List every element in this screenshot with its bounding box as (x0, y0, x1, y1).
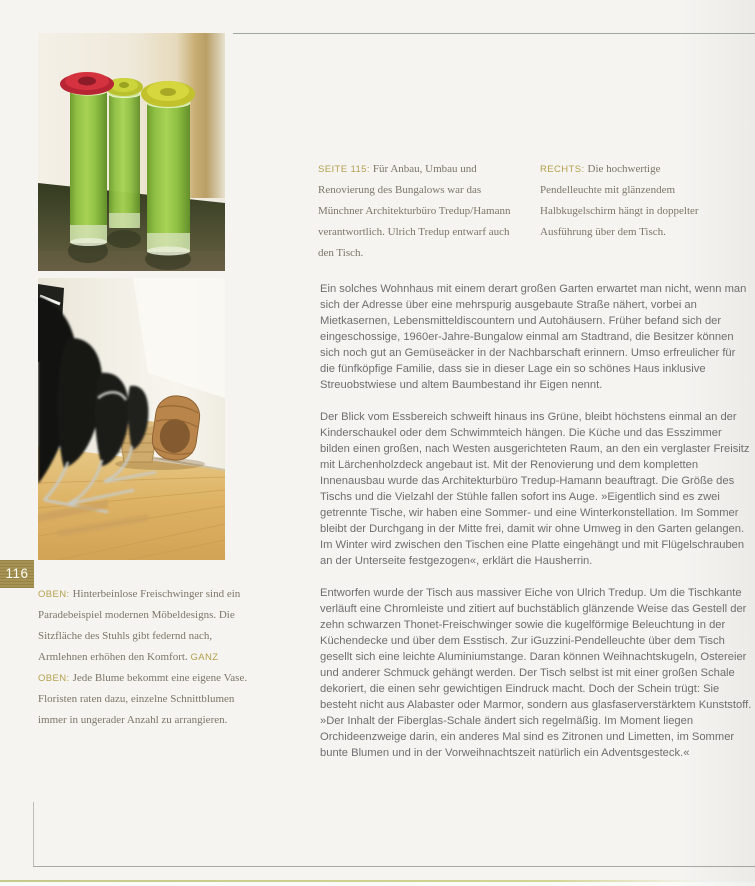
caption-text: Jede Blume bekommt eine eigene Vase. Floristen raten dazu, einzelne Schnittblumen immer in ungerader Anzahl zu arrangieren. (38, 672, 248, 726)
vase-middle (105, 78, 143, 228)
article-body (320, 281, 752, 761)
caption-text: Für Anbau, Umbau und Renovierung des Bungalows war das Münchner Architekturbüro Tredup/Hamann verantwortlich. Ulrich Tredup entwarf auch den Tisch. (318, 163, 511, 259)
caption-rechts (540, 159, 718, 243)
caption-lead: OBEN: (38, 589, 70, 600)
vases-photo-art (38, 33, 225, 271)
paragraph: Ein solches Wohnhaus mit einem derart großen Garten erwartet man nicht, wenn man sich der Adresse über eine mehrspurig ausgebaute Straße nähert, vorbei an Mietkasernen, Lebensmitteldiscountern und Autohäusern. Früher befand sich der eingeschossige, 1960er-Jahre-Bungalow einmal am Stadtrand, die Besitzer können sich noch gut an Gemüseäcker in der Nachbarschaft erinnern. Umso erfreulicher für die fünfköpfige Familie, dass sie in dieser Lage ein so schönes Haus inklusive Streuobstwiese und altem Baumbestand ihr Eigen nennt. (320, 283, 747, 391)
flower-yellow (141, 81, 195, 107)
vases-photo (38, 33, 225, 271)
page-number-tab (0, 560, 34, 588)
top-rule (233, 33, 755, 34)
paragraph: Entworfen wurde der Tisch aus massiver Eiche von Ulrich Tredup. Um die Tischkante verläuft eine Chromleiste und zitiert auf buchstäblich glänzende Weise das Gestell der zehn schwarzen Thonet-Freischwinger sowie die kugelförmige Beleuchtung in der Küchendecke und über dem Esstisch. Zur iGuzzini-Pendelleuchte über dem Tisch gesellt sich eine leichte Aluminiumstange. Daran können Weihnachtskugeln, Ostereier und anderer Schmuck gehängt werden. Der Tisch selbst ist mit einer großen Schale dekoriert, die einen sehr gewichtigen Eindruck macht. Doch der Schein trügt: Sie besteht nicht aus Alabaster oder Marmor, sondern aus glasfaserverstärktem Kunststoff. »Der Inhalt der Fiberglas-Schale ändert sich regelmäßig. Im Moment liegen Orchideenzweige darin, ein anderes Mal sind es Zitronen und Limetten, im Sommer bunte Blumen und in der Vorweihnachtszeit natürlich ein Adventsgesteck.« (320, 587, 752, 759)
chairs-photo-art (38, 278, 225, 560)
caption-lead: RECHTS: (540, 164, 585, 175)
caption-text: Hinterbeinlose Freischwinger sind ein Paradebeispiel modernen Möbeldesigns. Die Sitzfläche des Stuhls gibt federnd nach, Armlehnen erhöhen den Komfort. (38, 588, 241, 663)
caption-text: Die hochwertige Pendelleuchte mit glänzendem Halbkugelschirm hängt in doppelter Ausführung über dem Tisch. (540, 163, 699, 238)
vase-right (141, 81, 195, 256)
caption-lead: SEITE 115: (318, 164, 370, 175)
page-number: 116 (5, 566, 29, 581)
bottom-rule (33, 866, 755, 867)
caption-lead: GANZ OBEN: (38, 652, 219, 684)
paragraph: Der Blick vom Essbereich schweift hinaus ins Grüne, bleibt höchstens einmal an der Kinderschaukel oder dem Schwimmteich hängen. Die Küche und das Esszimmer bilden einen großen, nach Westen ausgerichteten Raum, an den ein verglaster Freisitz mit Lärchenholzdeck angebaut ist. Mit der Renovierung und dem kompletten Innenausbau wurde das Architekturbüro Tredup-Hamann beauftragt. Die Größe des Tischs und die Vielzahl der Stühle fallen sofort ins Auge. »Eigentlich sind es zwei getrennte Tische, wir haben eine Sommer- und eine Winterkonstellation. Im Sommer bleibt der Durchgang in der Mitte frei, damit wir ohne Umweg in den Garten gelangen. Im Winter wird zwischen den Tischen eine Platte eingehängt und mit Flügelschrauben an der Unterseite festgezogen«, erklärt die Hausherrin. (320, 411, 750, 567)
scan-margin (0, 882, 755, 886)
page-edge-left (33, 802, 34, 866)
photo-captions (38, 584, 258, 731)
caption-seite-115 (318, 159, 528, 264)
chairs-photo (38, 278, 225, 560)
